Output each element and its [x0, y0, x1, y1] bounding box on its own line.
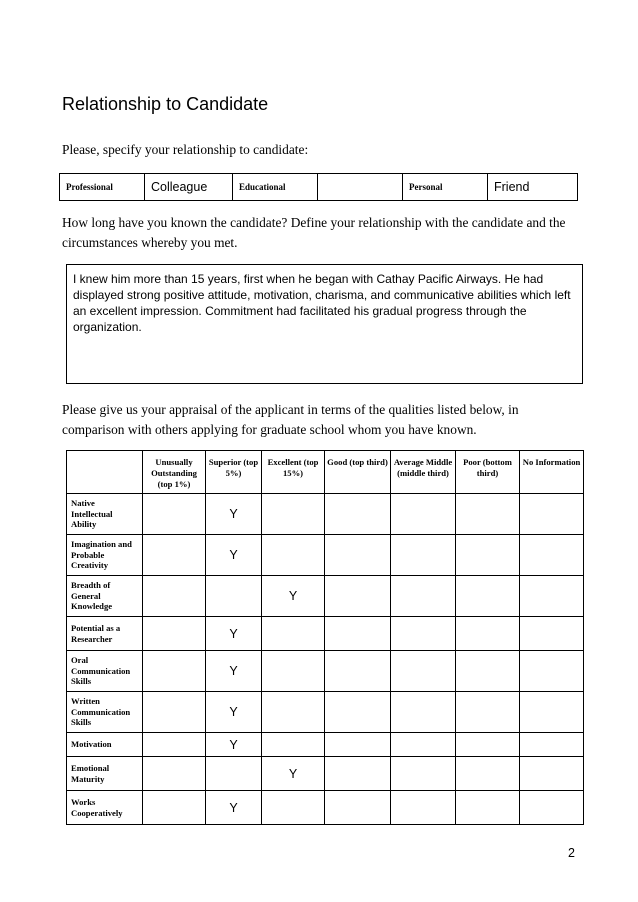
- quality-label: Written Communication Skills: [67, 692, 143, 733]
- table-row: [67, 494, 584, 535]
- rating-cell[interactable]: [456, 733, 520, 757]
- rating-cell[interactable]: [262, 692, 325, 733]
- quality-label: Breadth of General Knowledge: [67, 576, 143, 617]
- rating-cell[interactable]: [325, 494, 391, 535]
- relationship-prompt: Please, specify your relationship to candidate:: [62, 142, 309, 157]
- rating-cell[interactable]: [206, 757, 262, 791]
- quality-label: Emotional Maturity: [67, 757, 143, 791]
- rating-cell[interactable]: [325, 791, 391, 825]
- table-row: [67, 733, 584, 757]
- table-row: [67, 757, 584, 791]
- header-unusually-outstanding: Unusually Outstanding (top 1%): [143, 451, 206, 494]
- personal-label: Personal: [403, 174, 488, 201]
- rating-cell[interactable]: [391, 692, 456, 733]
- rating-cell[interactable]: [391, 535, 456, 576]
- rating-cell[interactable]: [391, 733, 456, 757]
- quality-label: Potential as a Researcher: [67, 617, 143, 651]
- educational-label: Educational: [233, 174, 318, 201]
- rating-cell[interactable]: Y: [206, 617, 262, 651]
- rating-cell[interactable]: [391, 494, 456, 535]
- header-good: Good (top third): [325, 451, 391, 494]
- rating-cell[interactable]: [456, 494, 520, 535]
- duration-prompt: How long have you known the candidate? Define your relationship with the candidate and the circumstances whereby you met.: [62, 215, 566, 250]
- rating-cell[interactable]: [391, 651, 456, 692]
- rating-cell[interactable]: [456, 535, 520, 576]
- rating-cell[interactable]: Y: [206, 791, 262, 825]
- rating-cell[interactable]: [456, 651, 520, 692]
- rating-cell[interactable]: [456, 576, 520, 617]
- rating-cell[interactable]: [143, 651, 206, 692]
- page-number: 2: [568, 846, 575, 860]
- rating-cell[interactable]: Y: [206, 494, 262, 535]
- rating-cell[interactable]: [143, 733, 206, 757]
- quality-label: Native Intellectual Ability: [67, 494, 143, 535]
- rating-cell[interactable]: [325, 617, 391, 651]
- rating-cell[interactable]: [143, 535, 206, 576]
- relationship-answer-text: I knew him more than 15 years, first when he began with Cathay Pacific Airways. He had displayed strong positive attitude, motivation, charisma, and communicative abilities which left an excellent impression. Commitment had facilitated his gradual progress through the organization.: [73, 272, 571, 334]
- quality-label: Works Cooperatively: [67, 791, 143, 825]
- header-poor: Poor (bottom third): [456, 451, 520, 494]
- personal-value[interactable]: Friend: [488, 174, 578, 201]
- rating-cell[interactable]: [143, 494, 206, 535]
- rating-cell[interactable]: [325, 576, 391, 617]
- rating-cell[interactable]: [520, 617, 584, 651]
- rating-cell[interactable]: [391, 757, 456, 791]
- rating-cell[interactable]: Y: [206, 651, 262, 692]
- rating-cell[interactable]: [520, 692, 584, 733]
- rating-cell[interactable]: [143, 692, 206, 733]
- quality-label: Oral Communication Skills: [67, 651, 143, 692]
- rating-cell[interactable]: [520, 733, 584, 757]
- educational-value[interactable]: [318, 174, 403, 201]
- rating-cell[interactable]: [456, 617, 520, 651]
- appraisal-table: [66, 450, 584, 825]
- rating-cell[interactable]: [520, 757, 584, 791]
- rating-cell[interactable]: [262, 617, 325, 651]
- rating-cell[interactable]: [262, 733, 325, 757]
- appraisal-header-row: [67, 451, 584, 494]
- rating-cell[interactable]: [262, 535, 325, 576]
- rating-cell[interactable]: Y: [206, 535, 262, 576]
- rating-cell[interactable]: [391, 576, 456, 617]
- header-average: Average Middle (middle third): [391, 451, 456, 494]
- rating-cell[interactable]: [262, 494, 325, 535]
- rating-cell[interactable]: [520, 535, 584, 576]
- relationship-table: [59, 173, 578, 201]
- rating-cell[interactable]: [391, 617, 456, 651]
- header-excellent: Excellent (top 15%): [262, 451, 325, 494]
- rating-cell[interactable]: Y: [206, 692, 262, 733]
- rating-cell[interactable]: [520, 494, 584, 535]
- table-row: [67, 692, 584, 733]
- rating-cell[interactable]: [143, 576, 206, 617]
- professional-value[interactable]: Colleague: [145, 174, 233, 201]
- rating-cell[interactable]: [456, 692, 520, 733]
- rating-cell[interactable]: [520, 791, 584, 825]
- section-title: Relationship to Candidate: [62, 94, 269, 114]
- table-row: [67, 617, 584, 651]
- rating-cell[interactable]: [391, 791, 456, 825]
- quality-label: Motivation: [67, 733, 143, 757]
- appraisal-prompt: Please give us your appraisal of the applicant in terms of the qualities listed below, in comparison with others applying for graduate school whom you have known.: [62, 402, 519, 437]
- relationship-answer-box[interactable]: [66, 264, 583, 384]
- quality-label: Imagination and Probable Creativity: [67, 535, 143, 576]
- rating-cell[interactable]: [143, 757, 206, 791]
- table-row: [67, 576, 584, 617]
- rating-cell[interactable]: [456, 757, 520, 791]
- rating-cell[interactable]: [325, 535, 391, 576]
- rating-cell[interactable]: [325, 692, 391, 733]
- rating-cell[interactable]: [325, 651, 391, 692]
- rating-cell[interactable]: [325, 733, 391, 757]
- rating-cell[interactable]: [262, 651, 325, 692]
- rating-cell[interactable]: [520, 576, 584, 617]
- header-no-information: No Information: [520, 451, 584, 494]
- rating-cell[interactable]: [520, 651, 584, 692]
- rating-cell[interactable]: Y: [262, 576, 325, 617]
- header-blank: [67, 451, 143, 494]
- rating-cell[interactable]: [206, 576, 262, 617]
- professional-label: Professional: [60, 174, 145, 201]
- rating-cell[interactable]: [143, 617, 206, 651]
- rating-cell[interactable]: [262, 791, 325, 825]
- table-row: [67, 791, 584, 825]
- rating-cell[interactable]: Y: [206, 733, 262, 757]
- rating-cell[interactable]: [143, 791, 206, 825]
- header-superior: Superior (top 5%): [206, 451, 262, 494]
- rating-cell[interactable]: [456, 791, 520, 825]
- table-row: [67, 651, 584, 692]
- rating-cell[interactable]: Y: [262, 757, 325, 791]
- rating-cell[interactable]: [325, 757, 391, 791]
- table-row: [67, 535, 584, 576]
